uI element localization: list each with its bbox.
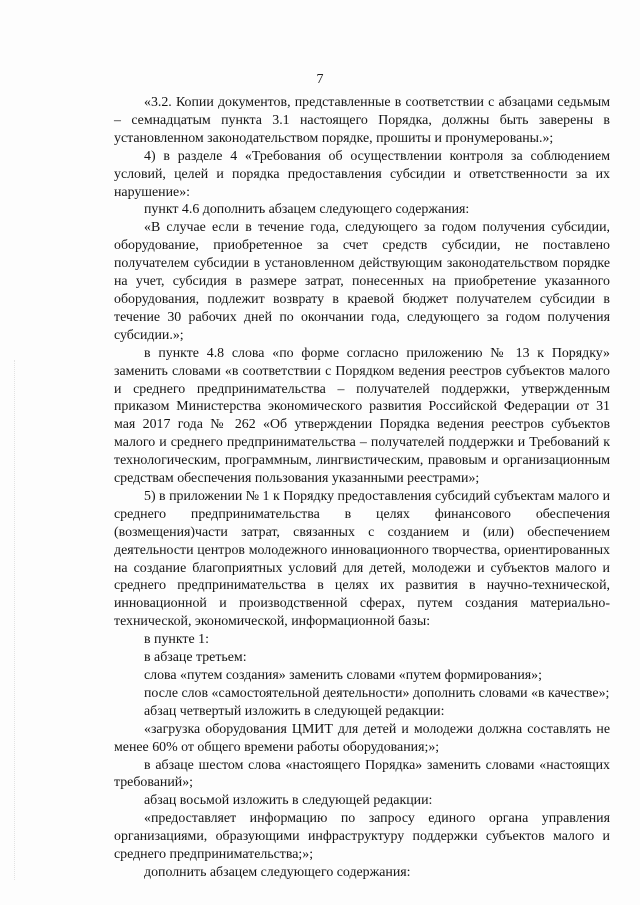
page-number: 7 [316, 72, 324, 87]
paragraph-provide-info: «предоставляет информацию по запросу единого органа управления организациями, образующими инфраструктуру поддержки субъектов малого и среднего предпринимательства;»; [114, 811, 610, 863]
scan-margin-artifact [14, 360, 18, 880]
document-body [114, 94, 610, 882]
paragraph-add-in-capacity: после слов «самостоятельной деятельности» дополнить словами «в качестве»; [144, 685, 610, 701]
paragraph-appendix-1: 5) в приложении № 1 к Порядку предоставления субсидий субъектам малого и среднего предпринимательства в целях финансового обеспечения (возмещения)части затрат, связанных с созданием и (или) обеспечением деятельности центров молодежного инновационного творчества, ориентированных на создание благоприятных условий для детей, молодежи и субъектов малого и среднего предпринимательства в целях их развития в научно-технической, инновационной и производственной сферах, путем создания материально-технической, экономической, информационной базы: [114, 488, 610, 630]
paragraph-section-4-heading: 4) в разделе 4 «Требования об осуществлении контроля за соблюдением условий, целей и порядка предоставления субсидии и ответственности за их нарушение»: [114, 148, 610, 200]
paragraph-abzac-3: в абзаце третьем: [144, 650, 247, 666]
paragraph-3-2-copies: «3.2. Копии документов, представленные в соответствии с абзацами седьмым – семнадцатым пункта 3.1 настоящего Порядка, должны быть заверены в установленном законодательством порядке, прошиты и пронумерованы.»; [114, 95, 610, 146]
paragraph-abzac-8: абзац восьмой изложить в следующей редакции: [144, 793, 433, 809]
paragraph-point-4-8: в пункте 4.8 слова «по форме согласно приложению № 13 к Порядку» заменить словами «в соответствии с Порядком ведения реестров субъектов малого и среднего предпринимательства – получателей поддержки, утвержденным приказом Министерства экономического развития Российской Федерации от 31 мая 2017 года № 262 «Об утверждении Порядка ведения реестров субъектов малого и среднего предпринимательства – получателей поддержки и Требований к технологическим, программным, лингвистическим, правовым и организационным средствам обеспечения пользования указанными реестрами»; [114, 345, 610, 487]
paragraph-abzac-4: абзац четвертый изложить в следующей редакции: [144, 703, 445, 719]
paragraph-subsidy-return: «В случае если в течение года, следующего за годом получения субсидии, оборудование, приобретенное за счет средств субсидии, не поставлено получателем субсидии в установленном действующим законодательством порядке на учет, субсидия в размере затрат, понесенных на приобретение указанного оборудования, подлежит возврату в краевой бюджет получателем субсидии в течение 30 рабочих дней по окончании года, следующего за годом получения субсидии.»; [114, 220, 610, 343]
paragraph-abzac-6: в абзаце шестом слова «настоящего Порядка» заменить словами «настоящих требований»; [114, 757, 610, 791]
paragraph-point-1: в пункте 1: [144, 632, 209, 648]
paragraph-add-abzac: дополнить абзацем следующего содержания: [144, 864, 411, 880]
paragraph-equipment-load: «загрузка оборудования ЦМИТ для детей и молодежи должна составлять не менее 60% от общего времени работы оборудования;»; [114, 721, 610, 755]
paragraph-point-4-6: пункт 4.6 дополнить абзацем следующего содержания: [144, 202, 470, 218]
paragraph-replace-creation: слова «путем создания» заменить словами «путем формирования»; [144, 668, 542, 683]
